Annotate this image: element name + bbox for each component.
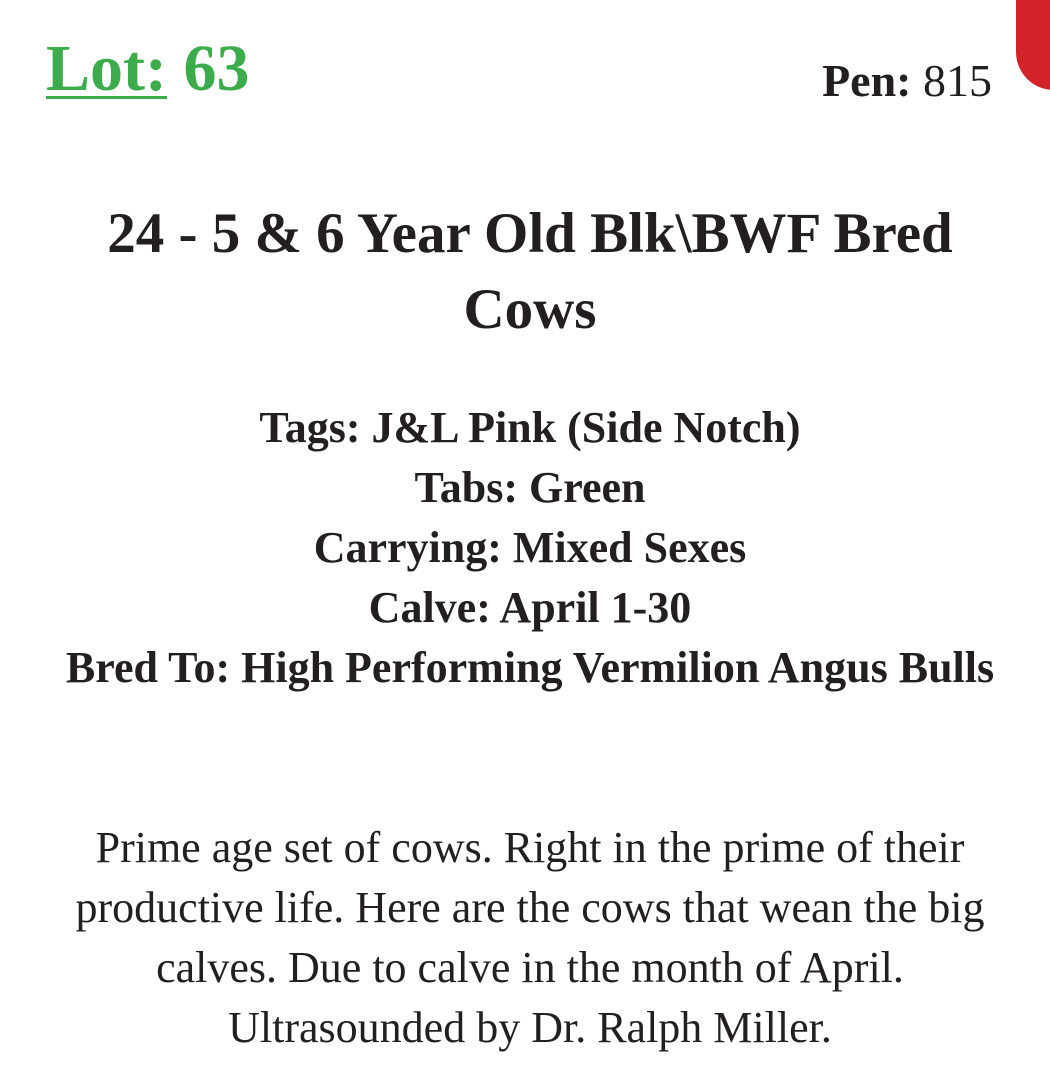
detail-bred-to: Bred To: High Performing Vermilion Angus Bulls: [65, 643, 995, 692]
pen-number: 815: [923, 55, 992, 106]
lot-description: Prime age set of cows. Right in the prime of their productive life. Here are the cows that wean the big calves. Due to calve in the month of April. Ultrasounded by Dr. Ralph Miller.: [75, 823, 985, 1052]
lot-number: 63: [183, 32, 250, 105]
pen-label: Pen:: [822, 55, 912, 106]
lot-details: [40, 398, 1020, 698]
corner-tab: [1016, 0, 1050, 90]
detail-tags: Tags: J&L Pink (Side Notch): [259, 403, 801, 452]
lot-title: 24 - 5 & 6 Year Old Blk\BWF Bred Cows: [107, 202, 953, 341]
lot-heading: [46, 32, 250, 105]
pen-info: [822, 55, 992, 106]
detail-carrying: Carrying: Mixed Sexes: [313, 523, 747, 572]
detail-calve: Calve: April 1-30: [368, 583, 692, 632]
detail-tabs: Tabs: Green: [414, 463, 646, 512]
lot-label: Lot:: [46, 32, 167, 105]
